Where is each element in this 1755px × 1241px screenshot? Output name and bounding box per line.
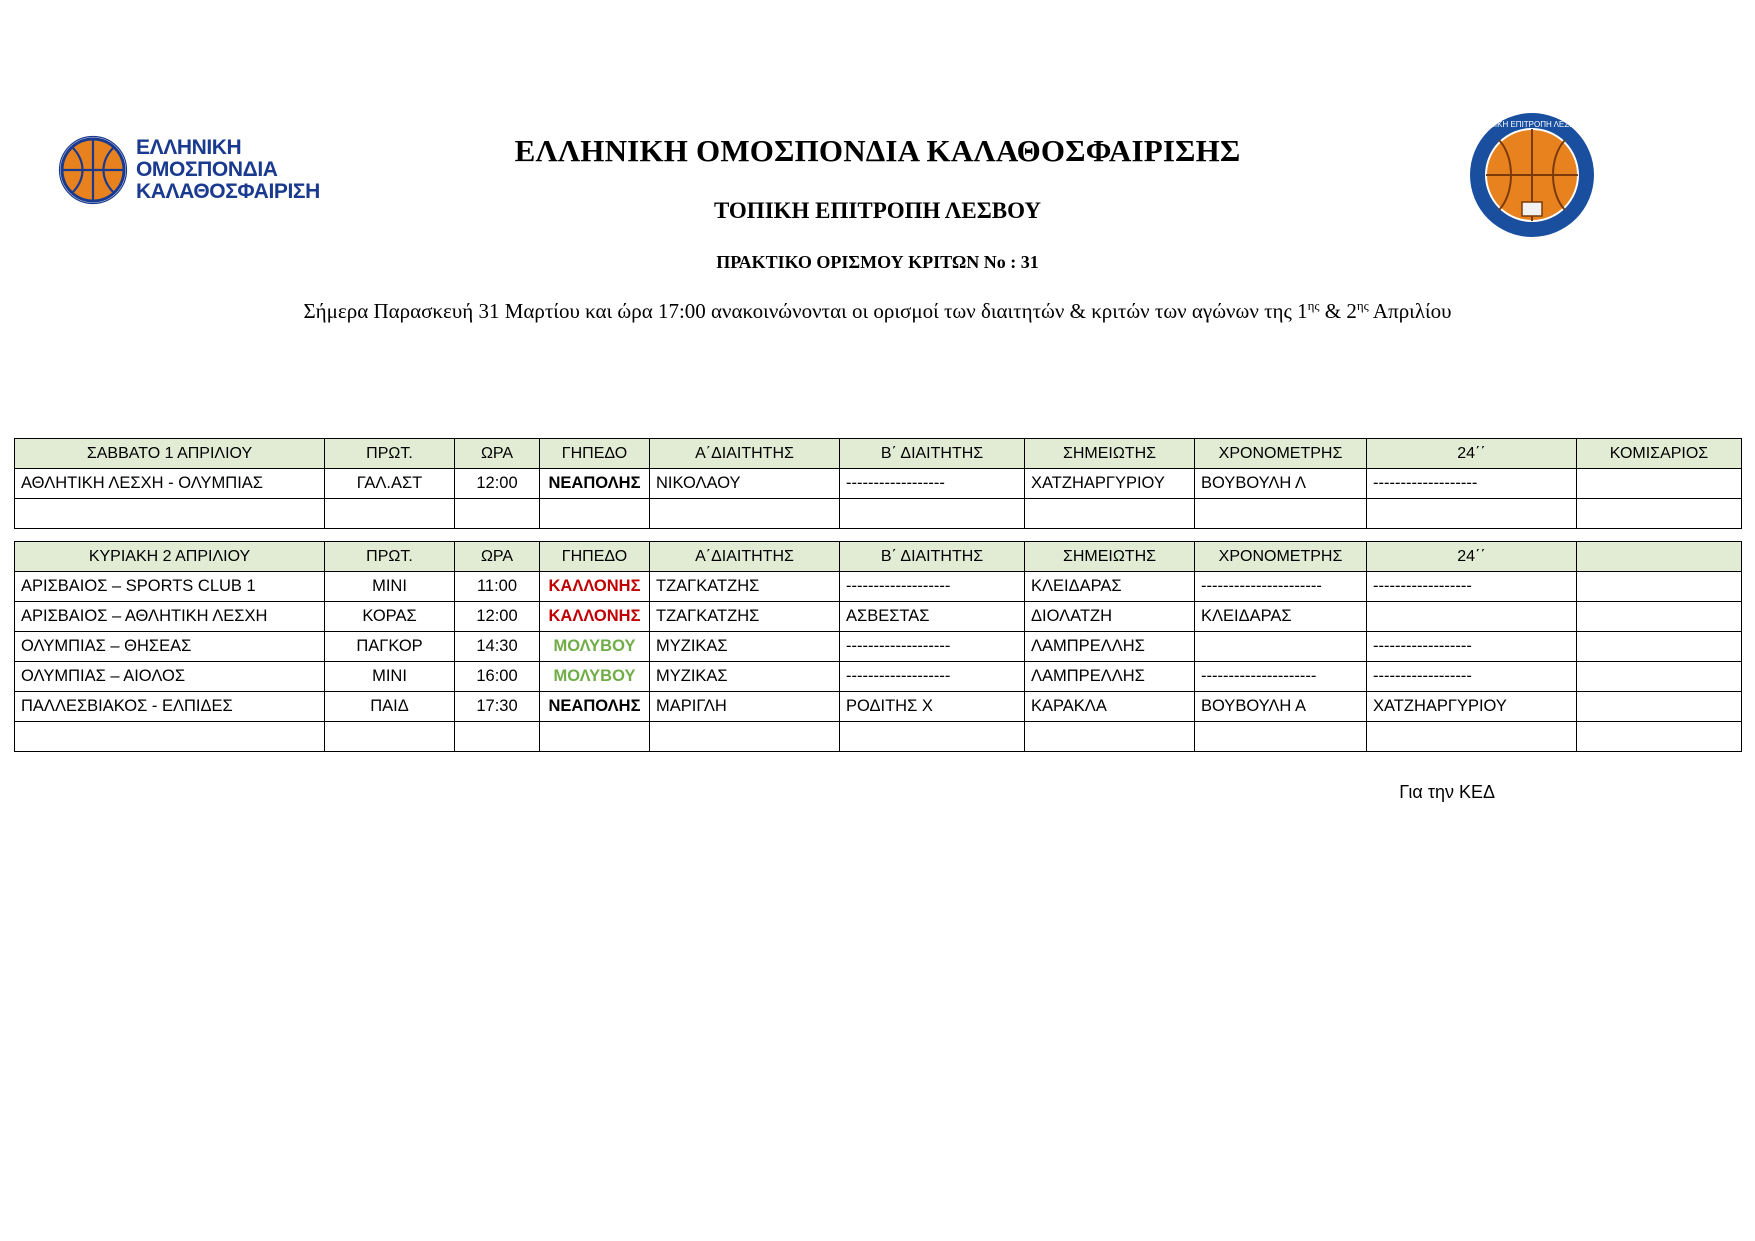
intro-paragraph bbox=[0, 298, 1755, 324]
cell-referee-b: ------------------- bbox=[840, 662, 1025, 692]
federation-logo-line-1: ΕΛΛΗΝΙΚΗ bbox=[136, 135, 242, 159]
cell-commissioner bbox=[1577, 499, 1742, 529]
table-row bbox=[15, 602, 1742, 632]
table-row bbox=[15, 662, 1742, 692]
page-subtitle: ΤΟΠΙΚΗ ΕΠΙΤΡΟΠΗ ΛΕΣΒΟΥ bbox=[713, 198, 1042, 223]
header-referee-a: Α΄ΔΙΑΙΤΗΤΗΣ bbox=[650, 439, 840, 469]
cell-shot-clock: ------------------ bbox=[1367, 572, 1577, 602]
header-league: ΠΡΩΤ. bbox=[325, 439, 455, 469]
cell-shot-clock bbox=[1367, 602, 1577, 632]
cell-match bbox=[15, 499, 325, 529]
cell-league: ΠΑΓΚΟΡ bbox=[325, 632, 455, 662]
cell-referee-b: ------------------- bbox=[840, 572, 1025, 602]
cell-venue: ΝΕΑΠΟΛΗΣ bbox=[540, 469, 650, 499]
cell-referee-a bbox=[650, 722, 840, 752]
header-scorer: ΣΗΜΕΙΩΤΗΣ bbox=[1025, 542, 1195, 572]
cell-time: 17:30 bbox=[455, 692, 540, 722]
cell-timer bbox=[1195, 722, 1367, 752]
cell-league bbox=[325, 499, 455, 529]
cell-referee-a: ΤΖΑΓΚΑΤΖΗΣ bbox=[650, 602, 840, 632]
cell-time: 12:00 bbox=[455, 469, 540, 499]
table-row-empty bbox=[15, 499, 1742, 529]
assignments-sheet bbox=[14, 438, 1741, 752]
intro-text-post: Απριλίου bbox=[1368, 299, 1452, 323]
table-row bbox=[15, 632, 1742, 662]
cell-scorer bbox=[1025, 722, 1195, 752]
header-day-sunday: ΚΥΡΙΑΚΗ 2 ΑΠΡΙΛΙΟΥ bbox=[15, 542, 325, 572]
cell-shot-clock bbox=[1367, 722, 1577, 752]
cell-timer bbox=[1195, 632, 1367, 662]
cell-commissioner bbox=[1577, 662, 1742, 692]
cell-time bbox=[455, 722, 540, 752]
cell-league bbox=[325, 722, 455, 752]
cell-timer: ΚΛΕΙΔΑΡΑΣ bbox=[1195, 602, 1367, 632]
cell-match: ΟΛΥΜΠΙΑΣ – ΑΙΟΛΟΣ bbox=[15, 662, 325, 692]
header-referee-b: Β΄ ΔΙΑΙΤΗΤΗΣ bbox=[840, 542, 1025, 572]
cell-commissioner bbox=[1577, 632, 1742, 662]
cell-commissioner bbox=[1577, 572, 1742, 602]
cell-time bbox=[455, 499, 540, 529]
header-league: ΠΡΩΤ. bbox=[325, 542, 455, 572]
cell-venue bbox=[540, 722, 650, 752]
cell-venue: ΚΑΛΛΟΝΗΣ bbox=[540, 572, 650, 602]
cell-timer: --------------------- bbox=[1195, 662, 1367, 692]
cell-scorer: ΧΑΤΖΗΑΡΓΥΡΙΟΥ bbox=[1025, 469, 1195, 499]
intro-sup-1: ης bbox=[1307, 298, 1320, 313]
cell-commissioner bbox=[1577, 602, 1742, 632]
cell-venue bbox=[540, 499, 650, 529]
cell-referee-b: ΑΣΒΕΣΤΑΣ bbox=[840, 602, 1025, 632]
cell-shot-clock: ΧΑΤΖΗΑΡΓΥΡΙΟΥ bbox=[1367, 692, 1577, 722]
cell-league: ΜΙΝΙ bbox=[325, 572, 455, 602]
cell-shot-clock: ------------------ bbox=[1367, 632, 1577, 662]
cell-league: ΓΑΛ.ΑΣΤ bbox=[325, 469, 455, 499]
table-section-gap bbox=[15, 529, 1742, 542]
header-time: ΩΡΑ bbox=[455, 542, 540, 572]
cell-scorer: ΚΛΕΙΔΑΡΑΣ bbox=[1025, 572, 1195, 602]
cell-league: ΚΟΡΑΣ bbox=[325, 602, 455, 632]
cell-referee-b: ------------------- bbox=[840, 632, 1025, 662]
cell-league: ΠΑΙΔ bbox=[325, 692, 455, 722]
cell-venue: ΜΟΛΥΒΟΥ bbox=[540, 632, 650, 662]
header-timer: ΧΡΟΝΟΜΕΤΡΗΣ bbox=[1195, 439, 1367, 469]
header-commissioner: ΚΟΜΙΣΑΡΙΟΣ bbox=[1577, 439, 1742, 469]
cell-timer: ---------------------- bbox=[1195, 572, 1367, 602]
header-time: ΩΡΑ bbox=[455, 439, 540, 469]
cell-venue: ΚΑΛΛΟΝΗΣ bbox=[540, 602, 650, 632]
page-title: ΕΛΛΗΝΙΚΗ ΟΜΟΣΠΟΝΔΙΑ ΚΑΛΑΘΟΣΦΑΙΡΙΣΗΣ bbox=[514, 133, 1241, 168]
cell-referee-b bbox=[840, 499, 1025, 529]
cell-scorer: ΚΑΡΑΚΛΑ bbox=[1025, 692, 1195, 722]
signature-line: Για την ΚΕΔ bbox=[1399, 782, 1495, 802]
table-header-sunday bbox=[15, 542, 1742, 572]
table-row bbox=[15, 469, 1742, 499]
assignments-table bbox=[14, 438, 1742, 752]
document-number-title: ΠΡΑΚΤΙΚΟ ΟΡΙΣΜΟΥ ΚΡΙΤΩΝ Νο : 31 bbox=[716, 252, 1039, 272]
header-referee-b: Β΄ ΔΙΑΙΤΗΤΗΣ bbox=[840, 439, 1025, 469]
cell-time: 14:30 bbox=[455, 632, 540, 662]
cell-shot-clock: ------------------- bbox=[1367, 469, 1577, 499]
header-shot-clock: 24΄΄ bbox=[1367, 439, 1577, 469]
header-scorer: ΣΗΜΕΙΩΤΗΣ bbox=[1025, 439, 1195, 469]
cell-commissioner bbox=[1577, 692, 1742, 722]
cell-timer bbox=[1195, 499, 1367, 529]
cell-referee-a bbox=[650, 499, 840, 529]
cell-match: ΟΛΥΜΠΙΑΣ – ΘΗΣΕΑΣ bbox=[15, 632, 325, 662]
cell-referee-a: ΜΥΖΙΚΑΣ bbox=[650, 662, 840, 692]
cell-referee-a: ΤΖΑΓΚΑΤΖΗΣ bbox=[650, 572, 840, 602]
cell-shot-clock bbox=[1367, 499, 1577, 529]
federation-logo-line-3: ΚΑΛΑΘΟΣΦΑΙΡΙΣΗ bbox=[136, 180, 320, 204]
cell-match: ΑΡΙΣΒΑΙΟΣ – SPORTS CLUB 1 bbox=[15, 572, 325, 602]
header-venue: ΓΗΠΕΔΟ bbox=[540, 439, 650, 469]
cell-venue: ΜΟΛΥΒΟΥ bbox=[540, 662, 650, 692]
cell-referee-b bbox=[840, 722, 1025, 752]
cell-referee-b: ΡΟΔΙΤΗΣ Χ bbox=[840, 692, 1025, 722]
gap-cell bbox=[15, 529, 1742, 542]
cell-scorer bbox=[1025, 499, 1195, 529]
header-commissioner-empty bbox=[1577, 542, 1742, 572]
svg-text:ΤΟΠΙΚΗ ΕΠΙΤΡΟΠΗ ΛΕΣΒΟΥ: ΤΟΠΙΚΗ ΕΠΙΤΡΟΠΗ ΛΕΣΒΟΥ bbox=[1478, 120, 1586, 129]
cell-match: ΑΘΛΗΤΙΚΗ ΛΕΣΧΗ - ΟΛΥΜΠΙΑΣ bbox=[15, 469, 325, 499]
cell-shot-clock: ------------------ bbox=[1367, 662, 1577, 692]
cell-scorer: ΔΙΟΛΑΤΖΗ bbox=[1025, 602, 1195, 632]
cell-scorer: ΛΑΜΠΡΕΛΛΗΣ bbox=[1025, 632, 1195, 662]
header-timer: ΧΡΟΝΟΜΕΤΡΗΣ bbox=[1195, 542, 1367, 572]
document-header bbox=[0, 0, 1755, 323]
header-referee-a: Α΄ΔΙΑΙΤΗΤΗΣ bbox=[650, 542, 840, 572]
cell-league: ΜΙΝΙ bbox=[325, 662, 455, 692]
cell-referee-a: ΜΥΖΙΚΑΣ bbox=[650, 632, 840, 662]
cell-timer: ΒΟΥΒΟΥΛΗ Λ bbox=[1195, 469, 1367, 499]
header-day-saturday: ΣΑΒΒΑΤΟ 1 ΑΠΡΙΛΙΟΥ bbox=[15, 439, 325, 469]
intro-sup-2: ης bbox=[1356, 298, 1369, 313]
cell-time: 11:00 bbox=[455, 572, 540, 602]
cell-match bbox=[15, 722, 325, 752]
intro-text-mid: & 2 bbox=[1319, 299, 1357, 323]
cell-referee-a: ΝΙΚΟΛΑΟΥ bbox=[650, 469, 840, 499]
table-row bbox=[15, 572, 1742, 602]
cell-venue: ΝΕΑΠΟΛΗΣ bbox=[540, 692, 650, 722]
header-venue: ΓΗΠΕΔΟ bbox=[540, 542, 650, 572]
header-shot-clock: 24΄΄ bbox=[1367, 542, 1577, 572]
cell-commissioner bbox=[1577, 469, 1742, 499]
cell-time: 16:00 bbox=[455, 662, 540, 692]
intro-text-pre: Σήμερα Παρασκευή 31 Μαρτίου και ώρα 17:00 ανακοινώνονται οι ορισμοί των διαιτητών & κριτών των αγώνων της 1 bbox=[303, 299, 1308, 323]
cell-scorer: ΛΑΜΠΡΕΛΛΗΣ bbox=[1025, 662, 1195, 692]
cell-commissioner bbox=[1577, 722, 1742, 752]
table-row bbox=[15, 692, 1742, 722]
table-row-empty bbox=[15, 722, 1742, 752]
cell-match: ΠΑΛΛΕΣΒΙΑΚΟΣ - ΕΛΠΙΔΕΣ bbox=[15, 692, 325, 722]
cell-match: ΑΡΙΣΒΑΙΟΣ – ΑΘΛΗΤΙΚΗ ΛΕΣΧΗ bbox=[15, 602, 325, 632]
cell-timer: ΒΟΥΒΟΥΛΗ Α bbox=[1195, 692, 1367, 722]
table-header-saturday bbox=[15, 439, 1742, 469]
cell-time: 12:00 bbox=[455, 602, 540, 632]
cell-referee-b: ------------------ bbox=[840, 469, 1025, 499]
cell-referee-a: ΜΑΡΙΓΛΗ bbox=[650, 692, 840, 722]
federation-logo-line-2: ΟΜΟΣΠΟΝΔΙΑ bbox=[136, 157, 278, 181]
